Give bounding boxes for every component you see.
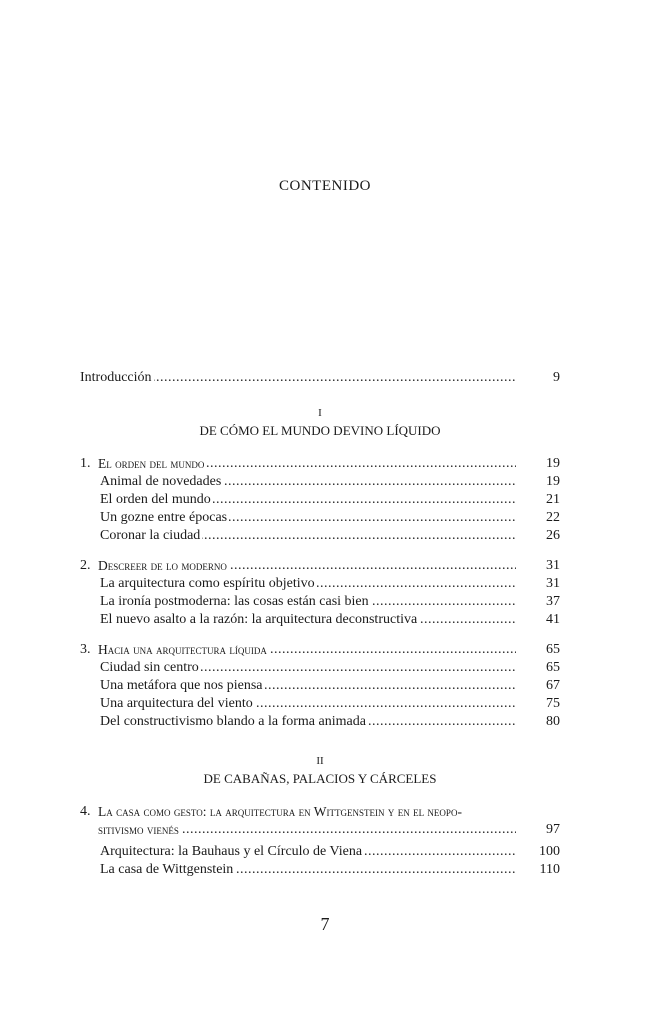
- toc-section[interactable]: [80, 677, 560, 695]
- page-title: CONTENIDO: [279, 178, 371, 194]
- section-page: 26: [546, 528, 560, 543]
- part-title: DE CÓMO EL MUNDO DEVINO LÍQUIDO: [199, 423, 441, 438]
- section-title: Un gozne entre épocas: [100, 510, 228, 525]
- toc-entry-page: 9: [553, 370, 560, 385]
- chapter-number: 2.: [80, 558, 91, 573]
- section-title: Una metáfora que nos piensa: [100, 678, 263, 693]
- chapter-title: Hacia una arquitectura líquida: [98, 642, 267, 657]
- section-title: El nuevo asalto a la razón: la arquitectura deconstructiva: [100, 612, 418, 627]
- section-page: 21: [546, 492, 560, 507]
- section-title: La ironía postmoderna: las cosas están casi bien: [100, 594, 369, 609]
- toc-section[interactable]: [80, 491, 560, 509]
- section-page: 100: [539, 844, 560, 859]
- section-title: Ciudad sin centro: [100, 660, 199, 675]
- section-page: 80: [546, 714, 560, 729]
- toc-entry-label: Introducción: [80, 370, 152, 385]
- section-page: 19: [546, 474, 560, 489]
- toc-section[interactable]: [80, 713, 560, 731]
- toc-section[interactable]: [80, 509, 560, 527]
- chapter-number: 3.: [80, 642, 91, 657]
- chapter-number: 4.: [80, 804, 91, 819]
- section-title: La casa de Wittgenstein: [100, 862, 234, 877]
- toc-section[interactable]: [80, 659, 560, 677]
- section-page: 37: [546, 594, 560, 609]
- toc-chapter-2[interactable]: [80, 557, 560, 575]
- section-page: 22: [546, 510, 560, 525]
- section-page: 67: [546, 678, 560, 693]
- section-title: El orden del mundo: [100, 492, 211, 507]
- section-title: Animal de novedades: [100, 474, 222, 489]
- part-heading-2: [80, 753, 560, 787]
- toc-section[interactable]: [80, 695, 560, 713]
- chapter-title-line-1: La casa como gesto: la arquitectura en Wittgenstein y en el neopo-: [98, 804, 462, 819]
- toc-section[interactable]: [80, 575, 560, 593]
- part-title: DE CABAÑAS, PALACIOS Y CÁRCELES: [203, 771, 437, 786]
- toc-entry-introduction[interactable]: [80, 369, 560, 387]
- part-heading-1: [80, 405, 560, 439]
- section-page: 110: [539, 862, 560, 877]
- table-of-contents: [80, 369, 560, 879]
- section-title: Coronar la ciudad: [100, 528, 201, 543]
- chapter-title: El orden del mundo: [98, 456, 205, 471]
- part-numeral: II: [316, 755, 324, 767]
- chapter-title: Descreer de lo moderno: [98, 558, 227, 573]
- section-page: 31: [546, 576, 560, 591]
- chapter-page: 19: [546, 456, 560, 471]
- toc-section[interactable]: [80, 473, 560, 491]
- toc-section[interactable]: [80, 843, 560, 861]
- toc-chapter-4[interactable]: [80, 803, 560, 839]
- section-title: Arquitectura: la Bauhaus y el Círculo de Viena: [100, 844, 363, 859]
- section-page: 41: [546, 612, 560, 627]
- toc-section[interactable]: [80, 593, 560, 611]
- page-number: 7: [320, 914, 330, 934]
- toc-section[interactable]: [80, 611, 560, 629]
- part-numeral: I: [318, 407, 322, 419]
- section-page: 75: [546, 696, 560, 711]
- section-title: La arquitectura como espíritu objetivo: [100, 576, 315, 591]
- toc-chapter-1[interactable]: [80, 455, 560, 473]
- section-title: Del constructivismo blando a la forma animada: [100, 714, 366, 729]
- toc-chapter-3[interactable]: [80, 641, 560, 659]
- toc-section[interactable]: [80, 527, 560, 545]
- chapter-page: 65: [546, 642, 560, 657]
- toc-section[interactable]: [80, 861, 560, 879]
- chapter-number: 1.: [80, 456, 91, 471]
- section-page: 65: [546, 660, 560, 675]
- chapter-page: 31: [546, 558, 560, 573]
- chapter-page: 97: [546, 822, 560, 837]
- section-title: Una arquitectura del viento: [100, 696, 253, 711]
- chapter-title-line-2: sitivismo vienés: [98, 822, 179, 837]
